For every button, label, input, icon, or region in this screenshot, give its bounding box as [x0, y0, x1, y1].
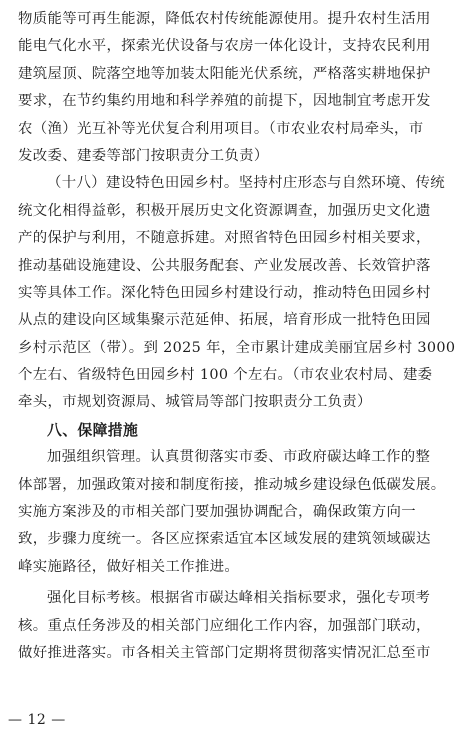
- section-heading: 八、保障措施: [47, 421, 139, 439]
- text-line: 核。重点任务涉及的相关部门应细化工作内容，加强部门联动，: [18, 617, 431, 634]
- text-line: 要求，在节约集约用地和科学养殖的前提下，因地制宜考虑开发: [18, 93, 431, 110]
- text-line: 强化目标考核。根据省市碳达峰相关指标要求，强化专项考: [47, 590, 431, 607]
- paragraph-assessment: [18, 585, 464, 667]
- document-page: [18, 6, 464, 667]
- text-line: 致，步骤力度统一。各区应探索适宜本区域发展的建筑领域碳达: [18, 531, 431, 548]
- text-line: 物质能等可再生能源，降低农村传统能源使用。提升农村生活用: [18, 11, 431, 27]
- text-line: 能电气化水平，探索光伏设备与农房一体化设计，支持农民利用: [18, 38, 431, 55]
- text-line: 加强组织管理。认真贯彻落实市委、市政府碳达峰工作的整: [47, 449, 431, 466]
- text-line: 做好推进落实。市各相关主管部门定期将贯彻落实情况汇总至市: [18, 644, 431, 661]
- paragraph-featured-villages: [18, 170, 464, 417]
- text-line: 牵头，市规划资源局、城管局等部门按职责分工负责）: [18, 394, 372, 411]
- page-number: — 12 —: [8, 712, 66, 728]
- text-line: 发改委、建委等部门按职责分工负责）: [18, 147, 269, 164]
- text-line: 体部署，加强政策对接和制度衔接，推动城乡建设绿色低碳发展。: [18, 476, 446, 493]
- text-line: （十八）建设特色田园乡村。坚持村庄形态与自然环境、传统: [47, 175, 445, 192]
- paragraph-rural-energy: [18, 6, 464, 170]
- text-line: 产的保护与利用，不随意拆建。对照省特色田园乡村相关要求，: [18, 230, 431, 247]
- text-line: 个左右、省级特色田园乡村 100 个左右。（市农业农村局、建委: [18, 367, 433, 384]
- text-line: 乡村示范区（带）。到 2025 年，全市累计建成美丽宜居乡村 3000: [18, 339, 456, 356]
- text-line: 峰实施路径，做好相关工作推进。: [18, 558, 240, 575]
- text-line: 推动基础设施建设、公共服务配套、产业发展改善、长效管护落: [18, 257, 431, 274]
- text-line: 建筑屋顶、院落空地等加装太阳能光伏系统，严格落实耕地保护: [18, 65, 431, 82]
- text-line: 实等具体工作。深化特色田园乡村建设行动，推动特色田园乡村: [18, 284, 431, 301]
- text-line: 统文化相得益彰，积极开展历史文化资源调查，加强历史文化遗: [18, 202, 431, 219]
- text-line: 实施方案涉及的市相关部门要加强协调配合，确保政策方向一: [18, 504, 416, 521]
- text-line: 从点的建设向区域集聚示范延伸、拓展，培育形成一批特色田园: [18, 312, 431, 329]
- text-line: 农（渔）光互补等光伏复合利用项目。（市农业农村局牵头，市: [18, 120, 424, 137]
- paragraph-organization: [18, 444, 464, 581]
